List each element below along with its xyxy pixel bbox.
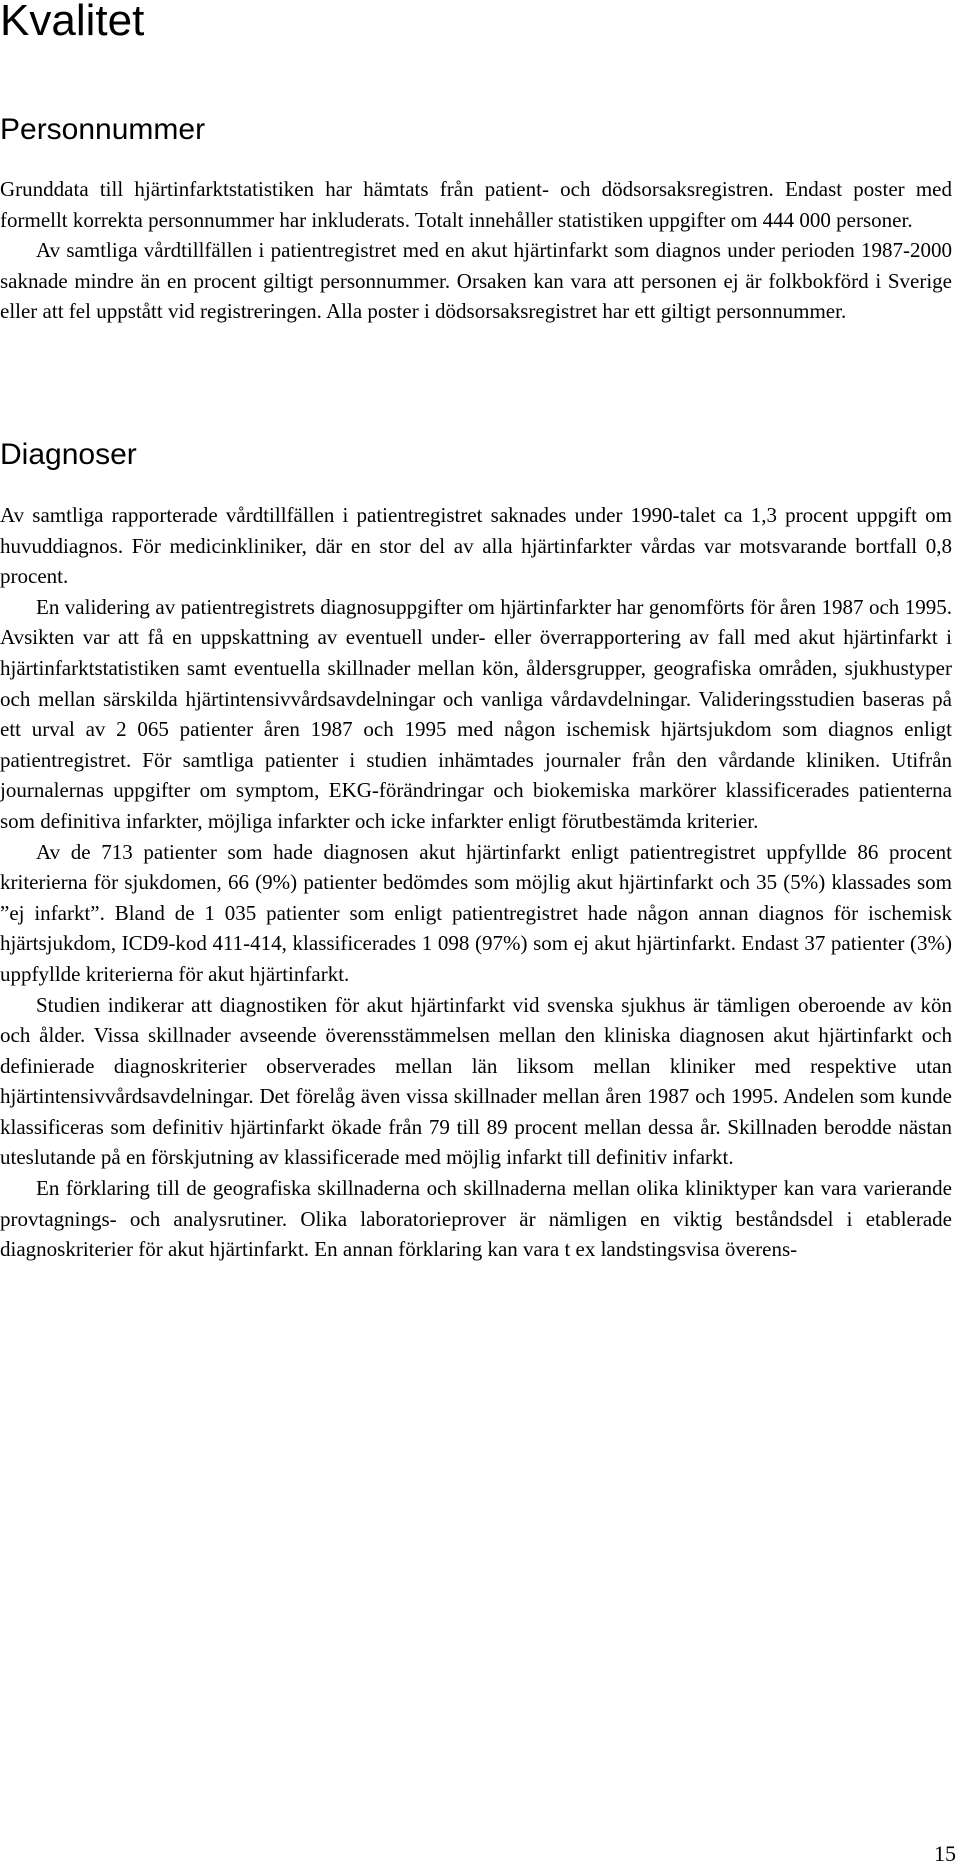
page-number: 15 (934, 1841, 956, 1866)
page-title: Kvalitet (0, 0, 145, 45)
section-body-diagnoser (0, 500, 952, 1265)
paragraph: Av de 713 patienter som hade diagnosen akut hjärtinfarkt enligt patientregistret uppfyllde 86 procent kriterierna för sjukdomen, 66 (9%) patienter bedömdes som möjlig akut hjärtinfarkt och 35 (5%) klassades som ”ej infarkt”. Bland de 1 035 patienter som enligt patientregistret hade någon annan diagnos för ischemisk hjärtsjukdom, ICD9-kod 411-414, klassificerades 1 098 (97%) som ej akut hjärtinfarkt. Endast 37 patienter (3%) uppfyllde kriterierna för akut hjärtinfarkt. (0, 839, 952, 986)
paragraph: Studien indikerar att diagnostiken för akut hjärtinfarkt vid svenska sjukhus är tämligen oberoende av kön och ålder. Vissa skillnader avseende överensstämmelsen mellan den kliniska diagnosen akut hjärtinfarkt och definierade diagnoskriterier observerades mellan län liksom mellan kliniker med respektive utan hjärtintensivvårdsavdelningar. Det förelåg även vissa skillnader mellan åren 1987 och 1995. Andelen som kunde klassificeras som definitiv hjärtinfarkt ökade från 79 till 89 procent mellan dessa år. Skillnaden berodde nästan uteslutande på en förskjutning av klassificerade med möjlig infarkt till definitiv infarkt. (0, 992, 952, 1170)
paragraph: Av samtliga vårdtillfällen i patientregistret med en akut hjärtinfarkt som diagnos under perioden 1987-2000 saknade mindre än en procent giltigt personnummer. Orsaken kan vara att personen ej är folkbokförd i Sverige eller att fel uppstått vid registreringen. Alla poster i dödsorsaksregistret har ett giltigt personnummer. (0, 238, 952, 324)
paragraph: Av samtliga rapporterade vårdtillfällen i patientregistret saknades under 1990-talet ca 1,3 procent uppgift om huvuddiagnos. För medicinkliniker, där en stor del av alla hjärtinfarkter vårdas var motsvarande bortfall 0,8 procent. (0, 503, 952, 589)
paragraph: En förklaring till de geografiska skillnaderna och skillnaderna mellan olika kliniktyper kan vara varierande provtagnings- och analysrutiner. Olika laboratorieprover är nämligen en viktig beståndsdel i etablerade diagnoskriterier för akut hjärtinfarkt. En annan förklaring kan vara t ex landstingsvisa överens- (0, 1176, 952, 1262)
paragraph: Grunddata till hjärtinfarktstatistiken har hämtats från patient- och dödsorsaksregistren. Endast poster med formellt korrekta personnummer har inkluderats. Totalt innehåller statistiken uppgifter om 444 000 personer. (0, 177, 952, 232)
section-body-personnummer (0, 174, 952, 327)
section-heading-personnummer: Personnummer (0, 113, 206, 146)
paragraph: En validering av patientregistrets diagnosuppgifter om hjärtinfarkter har genomförts för åren 1987 och 1995. Avsikten var att få en uppskattning av eventuell under- eller överrapportering av fall med akut hjärtinfarkt i hjärtinfarktstatistiken samt eventuella skillnader mellan kön, åldersgrupper, geografiska områden, sjukhustyper och mellan särskilda hjärtintensivvårdsavdelningar och vanliga vårdavdelningar. Valideringsstudien baseras på ett urval av 2 065 patienter åren 1987 och 1995 med någon ischemisk hjärtsjukdom som diagnos enligt patientregistret. För samtliga patienter i studien inhämtades journaler från den vårdande kliniken. Utifrån journalernas uppgifter om symptom, EKG-förändringar och biokemiska markörer klassificerades patienterna som definitiva infarkter, möjliga infarkter och icke infarkter enligt förutbestämda kriterier. (0, 594, 952, 833)
section-heading-diagnoser: Diagnoser (0, 438, 137, 471)
